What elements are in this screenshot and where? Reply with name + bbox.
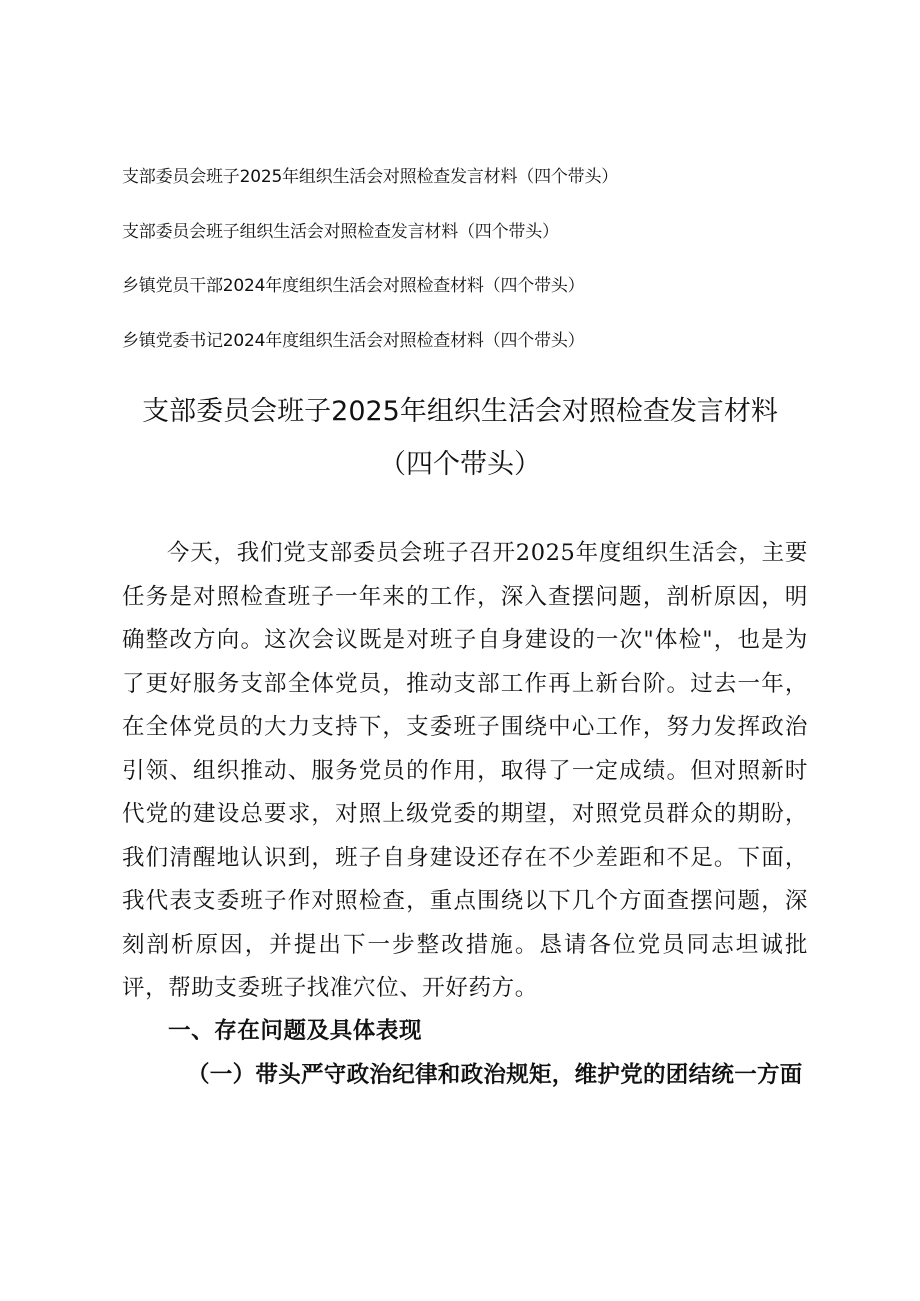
document-subtitle: （四个带头）	[379, 449, 541, 480]
section-heading: 一、存在问题及具体表现	[168, 1018, 423, 1044]
intro-paragraph: 今天，我们党支部委员会班子召开2025年度组织生活会，主要任务是对照检查班子一年来的工作，深入查摆问题，剖析原因，明确整改方向。这次会议既是对班子自身建设的一次"体检"，也是为了更好服务支部全体党员，推动支部工作再上新台阶。过去一年，在全体党员的大力支持下，支委班子围绕中心工作，努力发挥政治引领、组织推动、服务党员的作用，取得了一定成绩。但对照新时代党的建设总要求，对照上级党委的期望，对照党员群众的期盼，我们清醒地认识到，班子自身建设还存在不少差距和不足。下面，我代表支委班子作对照检查，重点围绕以下几个方面查摆问题，深刻剖析原因，并提出下一步整改措施。恳请各位党员同志坦诚批评，帮助支委班子找准穴位、开好药方。	[122, 540, 808, 1001]
subsection-heading: （一）带头严守政治纪律和政治规矩，维护党的团结统一方面	[187, 1062, 803, 1088]
document-title: 支部委员会班子2025年组织生活会对照检查发言材料	[142, 396, 778, 427]
toc-item: 乡镇党员干部2024年度组织生活会对照检查材料（四个带头）	[122, 276, 585, 296]
toc-item: 乡镇党委书记2024年度组织生活会对照检查材料（四个带头）	[122, 330, 585, 351]
toc-item: 支部委员会班子组织生活会对照检查发言材料（四个带头）	[122, 221, 559, 242]
table-of-contents	[122, 165, 802, 383]
toc-item: 支部委员会班子2025年组织生活会对照检查发言材料（四个带头）	[122, 167, 619, 187]
